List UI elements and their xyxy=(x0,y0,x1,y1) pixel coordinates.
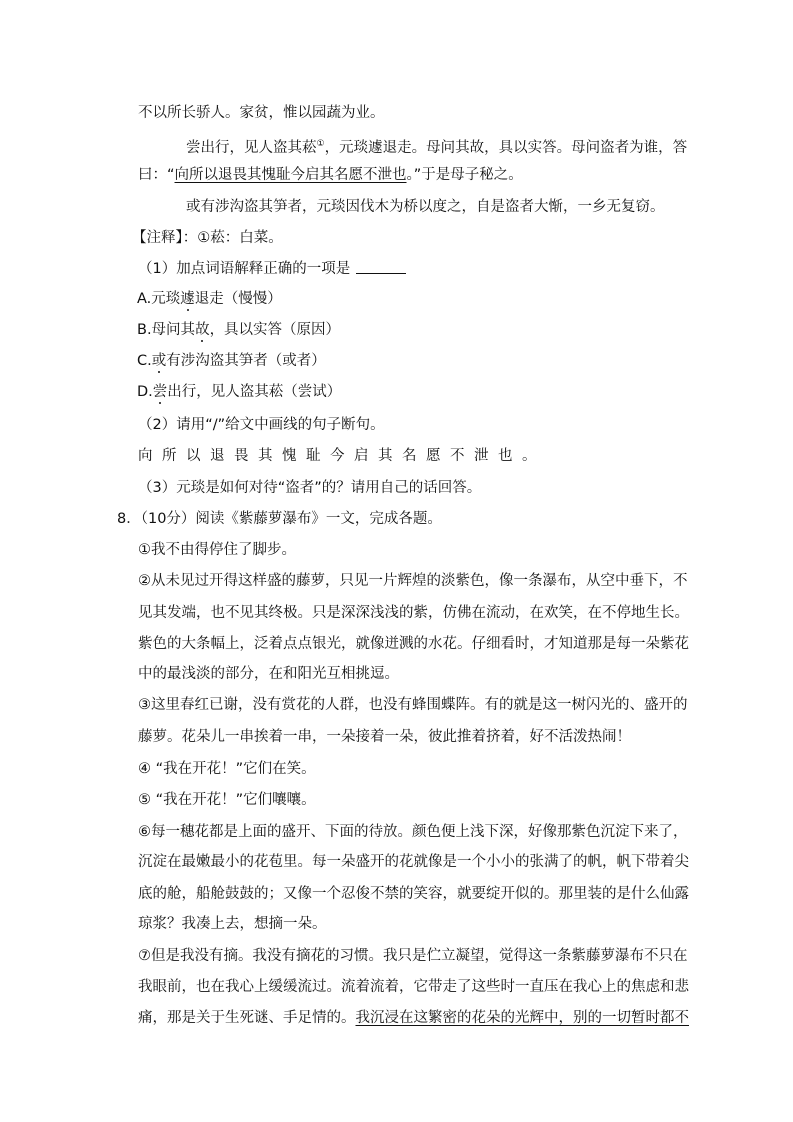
option-text: 出行，见人盗其菘（尝试） xyxy=(167,384,342,400)
section-8-line: 藤萝。花朵儿一串挨着一串，一朵接着一朵，彼此推着挤着，好不活泼热闹！ xyxy=(138,729,631,745)
dotted-word: 故 xyxy=(195,322,210,338)
dotted-word: 尝 xyxy=(152,384,168,400)
note-marker: ① xyxy=(316,139,325,149)
option-b xyxy=(137,320,340,340)
passage-line-2 xyxy=(138,165,523,185)
passage-line-3: 或有涉沟盗其笋者，元琰因伐木为桥以度之，自是盗者大惭，一乡无复窃。 xyxy=(186,199,665,215)
underlined-sentence: 我沉浸在这繁密的花朵的光辉中，别的一切暂时都不 xyxy=(355,1010,689,1026)
section-8-line: ①我不由得停住了脚步。 xyxy=(138,542,296,558)
passage-text: 曰：“ xyxy=(138,167,175,183)
section-8-last-line xyxy=(138,1008,689,1028)
section-8-line: 紫色的大条幅上，泛着点点银光，就像迸溅的水花。仔细看时，才知道那是每一朵紫花 xyxy=(138,636,689,652)
section-8-line: 见其发端，也不见其终极。只是深深浅浅的紫，仿佛在流动，在欢笑，在不停地生长。 xyxy=(138,605,689,621)
answer-blank[interactable] xyxy=(356,259,406,274)
dotted-word: 遽 xyxy=(180,291,195,307)
section-8-line: ⑤ “我在开花！”它们嚷嚷。 xyxy=(138,792,316,808)
passage-text: 尝出行，见人盗其菘 xyxy=(186,140,317,156)
section-8-line: 沉淀在最嫩最小的花苞里。每一朵盛开的花就像是一个小小的张满了的帆，帆下带着尖 xyxy=(138,854,689,870)
section-8-line: ⑦但是我没有摘。我没有摘花的习惯。我只是伫立凝望，觉得这一条紫藤萝瀑布不只在 xyxy=(138,948,688,964)
option-text: C. xyxy=(137,353,152,369)
option-text: 退走（慢慢） xyxy=(194,291,282,307)
passage-line-1 xyxy=(186,134,687,158)
section-8-line: 底的舱，船舱鼓鼓的；又像一个忍俊不禁的笑容，就要绽开似的。那里装的是什么仙露 xyxy=(138,886,689,902)
section-8-line: 我眼前，也在我心上缓缓流过。流着流着，它带走了这些时一直压在我心上的焦虑和悲 xyxy=(138,979,689,995)
section-8-line: ④ “我在开花！”它们在笑。 xyxy=(138,761,316,777)
passage-text: ，元琰遽退走。母问其故，具以实答。母问盗者为谁，答 xyxy=(324,140,688,156)
section-8-header: 8．（10分）阅读《紫藤萝瀑布》一文，完成各题。 xyxy=(117,511,442,527)
passage-text: 。”于是母子秘之。 xyxy=(406,167,523,183)
section-8-line: ⑥每一穗花都是上面的盛开、下面的待放。颜色便上浅下深，好像那紫色沉淀下来了， xyxy=(138,824,688,840)
option-text: A.元琰 xyxy=(137,291,181,307)
section-8-line: 中的最浅淡的部分，在和阳光互相挑逗。 xyxy=(138,666,399,682)
option-a xyxy=(137,289,282,309)
question-2-sentence: 向所以退畏其愧耻今启其名愿不泄也。 xyxy=(138,448,546,464)
section-8-line: ③这里春红已谢，没有赏花的人群，也没有蜂围蝶阵。有的就是这一树闪光的、盛开的 xyxy=(138,697,688,713)
annotation-note: 【注释】：①菘：白菜。 xyxy=(132,230,283,246)
option-text: ，具以实答（原因） xyxy=(209,322,341,338)
passage-line-0: 不以所长骄人。家贫，惟以园蔬为业。 xyxy=(138,105,385,121)
underlined-sentence: 向所以退畏其愧耻今启其名愿不泄也 xyxy=(174,167,407,183)
option-text: B.母问其 xyxy=(137,322,196,338)
question-3: （3）元琰是如何对待“盗者”的？请用自己的话回答。 xyxy=(138,480,482,496)
passage-text: 痛，那是关于生死谜、手足情的。 xyxy=(138,1010,356,1026)
option-text: D. xyxy=(137,384,153,400)
question-1 xyxy=(138,259,406,279)
question-2: （2）请用“/”给文中画线的句子断句。 xyxy=(138,417,385,433)
option-text: 有涉沟盗其笋者（或者） xyxy=(166,353,326,369)
option-c xyxy=(137,351,326,371)
option-d xyxy=(137,382,341,402)
section-8-line: ②从未见过开得这样盛的藤萝，只见一片辉煌的淡紫色，像一条瀑布，从空中垂下，不 xyxy=(138,573,688,589)
dotted-word: 或 xyxy=(151,353,167,369)
question-text: （1）加点词语解释正确的一项是 xyxy=(138,261,351,277)
section-8-line: 琼浆？我凑上去，想摘一朵。 xyxy=(138,916,327,932)
